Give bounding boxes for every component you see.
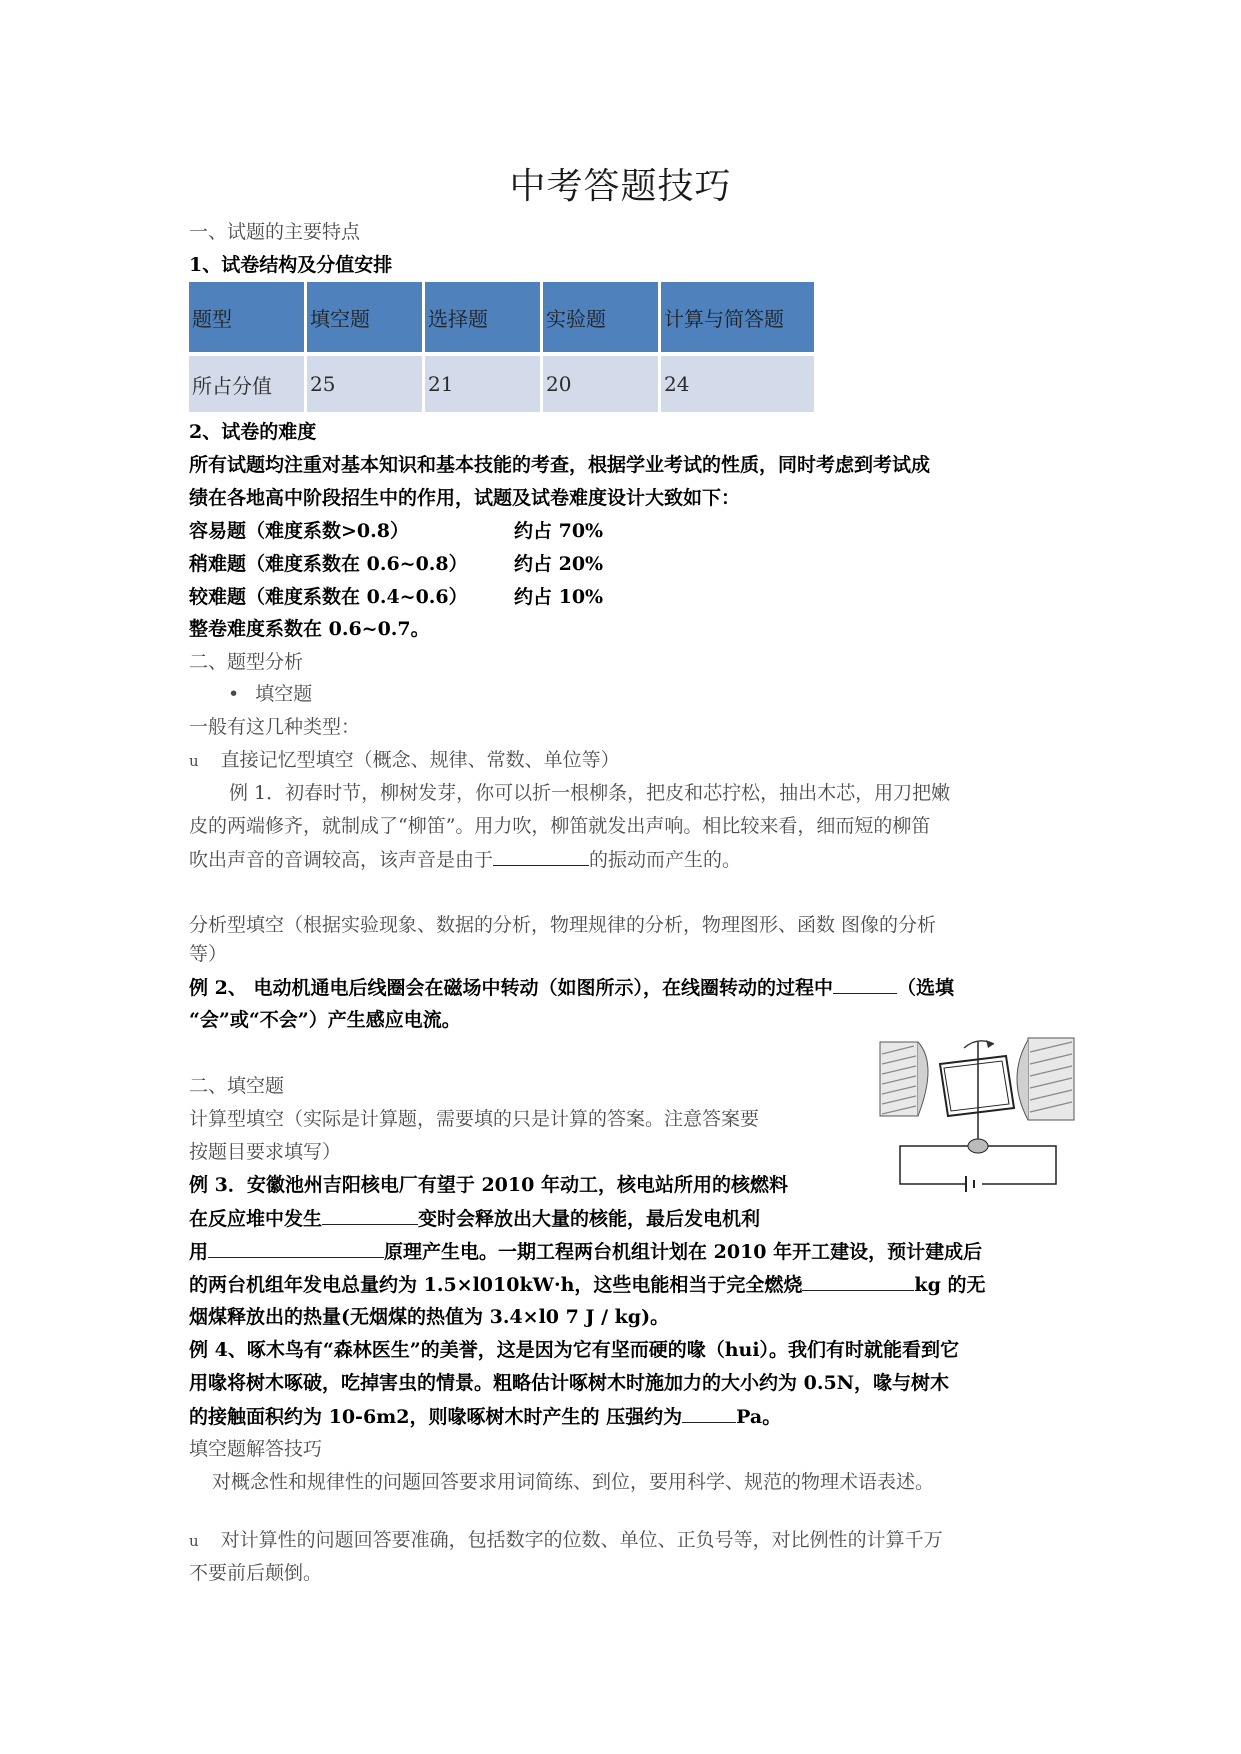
difficulty-row — [189, 519, 603, 543]
table-cell: 所占分值 — [189, 356, 304, 412]
answer-blank — [682, 1404, 736, 1423]
difficulty-row — [189, 585, 603, 609]
paragraph-line — [189, 1404, 781, 1429]
paragraph-line — [189, 1272, 985, 1297]
paragraph-line: 按题目要求填写） — [189, 1141, 342, 1163]
paragraph-line — [189, 847, 741, 872]
paragraph-line — [189, 1239, 982, 1264]
right-magnet — [1017, 1038, 1074, 1120]
bullet-text: 填空题 — [255, 683, 313, 705]
difficulty-percent: 约占 20% — [514, 553, 604, 575]
text-span: 变时会释放出大量的核能，最后发电机利 — [418, 1208, 761, 1230]
text-span: 用 — [189, 1241, 209, 1263]
text-span: 的接触面积约为 10-6m2，则喙啄树木时产生的 压强约为 — [189, 1406, 683, 1428]
table-header-cell: 填空题 — [307, 282, 422, 352]
difficulty-label: 稍难题（难度系数在 0.6~0.8） — [189, 553, 468, 575]
text-span: kg 的无 — [914, 1274, 986, 1296]
table-header-cell: 计算与简答题 — [661, 282, 814, 352]
answer-blank — [833, 975, 897, 994]
list-item — [189, 748, 620, 773]
paragraph-line — [189, 975, 954, 1000]
table-cell: 24 — [661, 356, 814, 412]
paragraph-line: 一般有这几种类型： — [189, 716, 361, 738]
bullet-item — [228, 682, 312, 706]
u-bullet-icon: u — [189, 752, 199, 770]
text-span: （选填 — [896, 977, 954, 999]
paragraph-line: 对概念性和规律性的问题回答要求用词简练、到位，要用科学、规范的物理术语表述。 — [212, 1471, 935, 1493]
table-header-cell: 选择题 — [425, 282, 540, 352]
section-heading-features: 一、试题的主要特点 — [189, 221, 361, 243]
table-cell: 25 — [307, 356, 422, 412]
text-span: 例 2、 电动机通电后线圈会在磁场中转动（如图所示），在线圈转动的过程中 — [189, 977, 833, 999]
list-item-text: 对计算性的问题回答要准确，包括数字的位数、单位、正负号等，对比例性的计算千万 — [220, 1529, 943, 1551]
difficulty-row — [189, 552, 603, 576]
paragraph-line: 分析型填空（根据实验现象、数据的分析，物理规律的分析，物理图形、函数 图像的分析 — [189, 914, 937, 936]
table-row — [189, 356, 814, 412]
paragraph-line: 等） — [189, 943, 228, 965]
paragraph-line: 例 3．安徽池州吉阳核电厂有望于 2010 年动工，核电站所用的核燃料 — [189, 1174, 788, 1196]
paragraph-line: “会”或“不会”）产生感应电流。 — [189, 1009, 461, 1031]
subheading-tips: 填空题解答技巧 — [189, 1438, 323, 1460]
difficulty-percent: 约占 70% — [514, 520, 604, 542]
commutator — [968, 1139, 988, 1153]
answer-blank — [493, 847, 589, 866]
table-header-cell: 实验题 — [543, 282, 658, 352]
text-span: Pa。 — [736, 1406, 782, 1428]
section-heading-analysis: 二、题型分析 — [189, 651, 304, 673]
motor-coil-figure — [878, 1034, 1078, 1198]
u-bullet-icon: u — [189, 1532, 199, 1550]
score-table — [186, 282, 817, 412]
paragraph-line — [189, 1206, 760, 1231]
left-magnet — [880, 1042, 928, 1116]
section-heading-fill: 二、填空题 — [189, 1075, 285, 1097]
text-span: 的两台机组年发电总量约为 1.5×l010kW·h，这些电能相当于完全燃烧 — [189, 1274, 803, 1296]
paragraph-line: 例 1．初春时节，柳树发芽，你可以折一根柳条，把皮和芯拧松，抽出木芯，用刀把嫩 — [229, 782, 951, 804]
page-title: 中考答题技巧 — [509, 166, 732, 207]
list-item — [189, 1528, 943, 1553]
text-span: 吹出声音的音调较高，该声音是由于 — [189, 849, 494, 871]
answer-blank — [322, 1206, 418, 1225]
paragraph-line: 用喙将树木啄破，吃掉害虫的情景。粗略估计啄树木时施加力的大小约为 0.5N，喙与树木 — [189, 1372, 950, 1394]
difficulty-label: 容易题（难度系数>0.8） — [189, 520, 409, 542]
subheading-structure: 1、试卷结构及分值安排 — [189, 254, 393, 276]
paragraph-line: 烟煤释放出的热量(无烟煤的热值为 3.4×l0 7 J / kg)。 — [189, 1306, 670, 1328]
difficulty-total: 整卷难度系数在 0.6~0.7。 — [189, 618, 430, 640]
subheading-difficulty: 2、试卷的难度 — [189, 421, 317, 443]
table-header-cell: 题型 — [189, 282, 304, 352]
list-item-text: 直接记忆型填空（概念、规律、常数、单位等） — [220, 749, 620, 771]
coil — [940, 1042, 1014, 1146]
paragraph-line: 例 4、啄木鸟有“森林医生”的美誉，这是因为它有坚而硬的喙（hui）。我们有时就能看到它 — [189, 1339, 960, 1361]
paragraph-line: 绩在各地高中阶段招生中的作用，试题及试卷难度设计大致如下： — [189, 487, 741, 509]
text-span: 在反应堆中发生 — [189, 1208, 323, 1230]
answer-blank — [208, 1239, 384, 1258]
difficulty-percent: 约占 10% — [514, 586, 604, 608]
difficulty-label: 较难题（难度系数在 0.4~0.6） — [189, 586, 468, 608]
table-cell: 20 — [543, 356, 658, 412]
bullet-icon: • — [228, 683, 240, 705]
table-cell: 21 — [425, 356, 540, 412]
paragraph-line: 皮的两端修齐，就制成了“柳笛”。用力吹，柳笛就发出声响。相比较来看，细而短的柳笛 — [189, 815, 931, 837]
paragraph-line: 所有试题均注重对基本知识和基本技能的考查，根据学业考试的性质，同时考虑到考试成 — [189, 454, 931, 476]
text-span: 的振动而产生的。 — [589, 849, 742, 871]
paragraph-line: 计算型填空（实际是计算题，需要填的只是计算的答案。注意答案要 — [189, 1108, 760, 1130]
table-header-row — [189, 282, 814, 352]
paragraph-line: 不要前后颠倒。 — [189, 1562, 323, 1584]
text-span: 原理产生电。一期工程两台机组计划在 2010 年开工建设，预计建成后 — [384, 1241, 983, 1263]
answer-blank — [802, 1272, 914, 1291]
